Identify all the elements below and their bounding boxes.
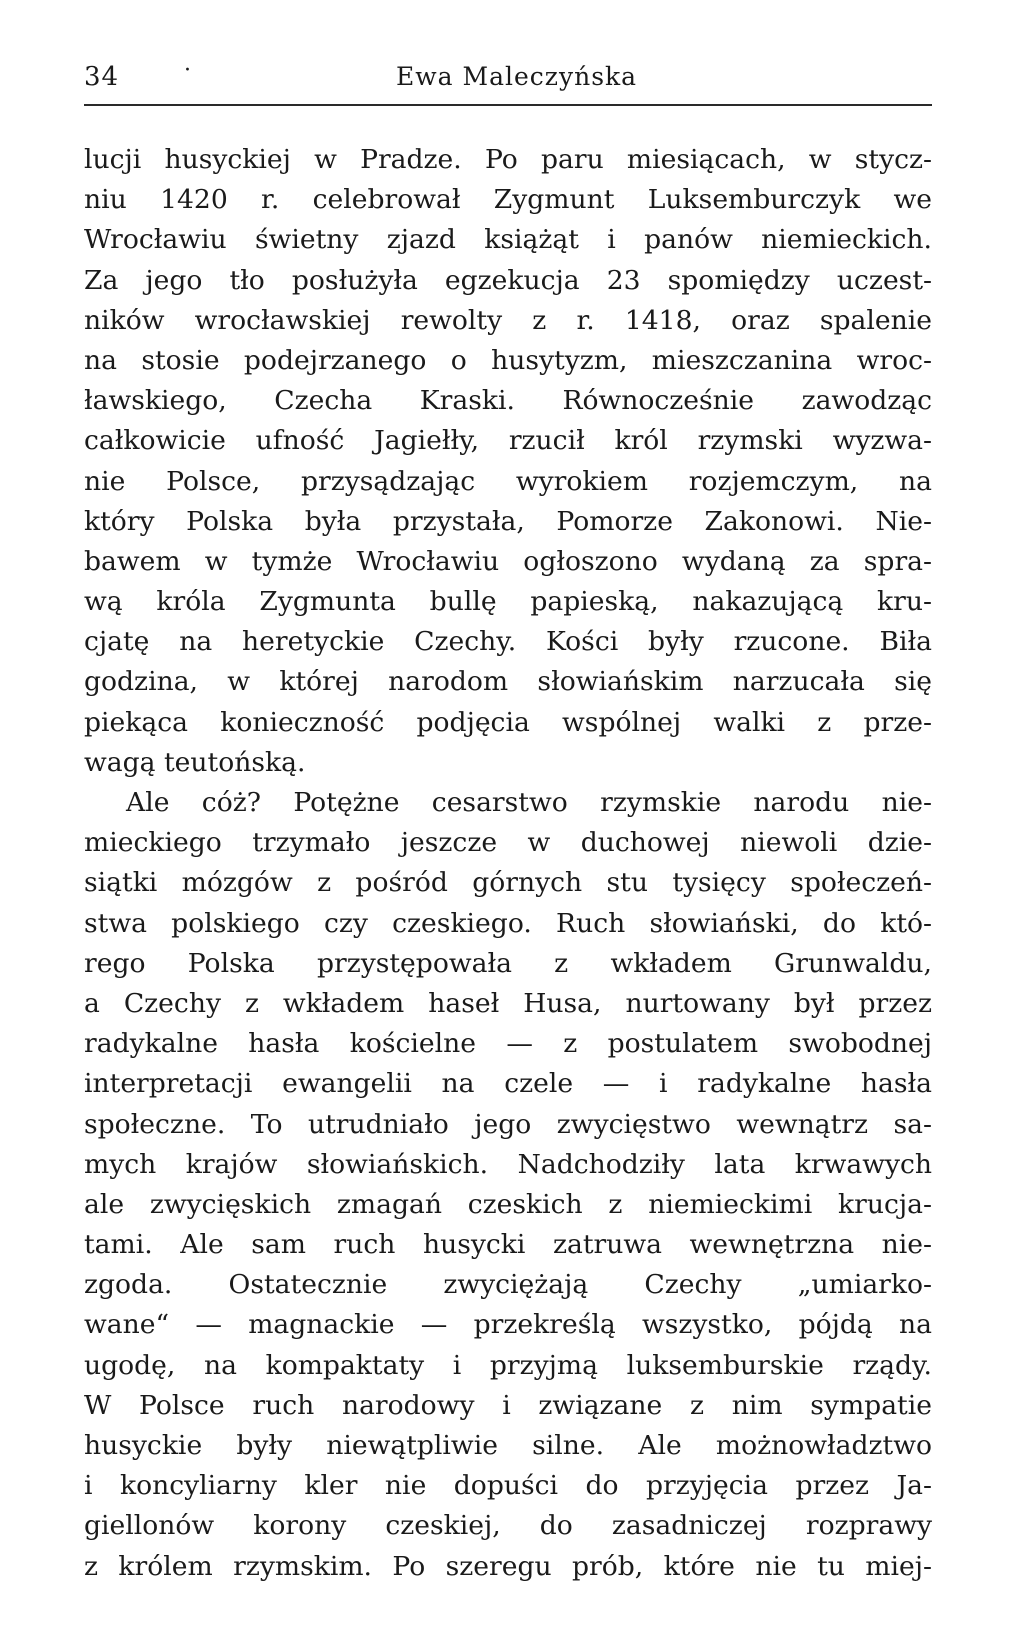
text-line: społeczne. To utrudniało jego zwycięstwo wewnątrz sa- — [84, 1108, 932, 1140]
text-line: Za jego tło posłużyła egzekucja 23 spomiędzy uczest- — [84, 264, 932, 296]
text-line: nie Polsce, przysądzając wyrokiem rozjemczym, na — [84, 465, 932, 497]
text-line: niu 1420 r. celebrował Zygmunt Luksemburczyk we — [84, 184, 932, 216]
text-line: giellonów korony czeskiej, do zasadniczej rozprawy — [84, 1510, 932, 1542]
text-line: rego Polska przystępowała z wkładem Grunwaldu, — [84, 947, 932, 979]
text-line: ławskiego, Czecha Kraski. Równocześnie zawodząc — [84, 385, 932, 417]
text-line: na stosie podejrzanego o husytyzm, mieszczanina wroc- — [84, 344, 932, 376]
paragraph-start-line: Ale cóż? Potężne cesarstwo rzymskie narodu nie- — [126, 787, 932, 818]
text-line: interpretacji ewangelii na czele — i radykalne hasła — [84, 1068, 932, 1100]
text-line: wane“ — magnackie — przekreślą wszystko, pójdą na — [84, 1309, 932, 1341]
text-line: radykalne hasła kościelne — z postulatem swobodnej — [84, 1028, 932, 1060]
text-line: wą króla Zygmunta bullę papieską, nakazującą kru- — [84, 586, 932, 618]
text-line: i koncyliarny kler nie dopuści do przyjęcia przez Ja- — [84, 1470, 932, 1502]
text-line: piekąca konieczność podjęcia wspólnej walki z prze- — [84, 706, 932, 738]
text-line: husyckie były niewątpliwie silne. Ale możnowładztwo — [84, 1430, 932, 1461]
running-head — [84, 58, 932, 98]
page-number: 34 — [84, 62, 120, 92]
text-line: ale zwycięskich zmagań czeskich z niemieckimi krucja- — [84, 1188, 932, 1220]
text-line: zgoda. Ostatecznie zwyciężają Czechy „umiarko- — [84, 1269, 932, 1301]
paragraph-end-line: wagą teutońską. — [84, 746, 306, 778]
text-line: mych krajów słowiańskich. Nadchodziły lata krwawych — [84, 1148, 932, 1180]
text-line: cjatę na heretyckie Czechy. Kości były rzucone. Biła — [84, 626, 932, 658]
text-line: tami. Ale sam ruch husycki zatruwa wewnętrzna nie- — [84, 1229, 932, 1261]
text-line: bawem w tymże Wrocławiu ogłoszono wydaną za spra- — [84, 545, 932, 577]
header-rule — [84, 104, 932, 106]
text-line: lucji husyckiej w Pradze. Po paru miesiącach, w stycz- — [84, 144, 932, 175]
text-line: godzina, w której narodom słowiańskim narzucała się — [84, 666, 932, 698]
header-separator: · — [184, 58, 191, 83]
body-text — [84, 140, 932, 1587]
text-line: stwa polskiego czy czeskiego. Ruch słowiański, do któ- — [84, 907, 932, 939]
text-line: W Polsce ruch narodowy i związane z nim sympatie — [84, 1389, 932, 1421]
text-line: Wrocławiu świetny zjazd książąt i panów niemieckich. — [84, 224, 932, 256]
running-title: Ewa Maleczyńska — [396, 62, 638, 91]
text-line: a Czechy z wkładem haseł Husa, nurtowany był przez — [84, 987, 932, 1019]
text-line: mieckiego trzymało jeszcze w duchowej niewoli dzie- — [84, 827, 932, 859]
text-line: całkowicie ufność Jagiełły, rzucił król rzymski wyzwa- — [84, 425, 932, 457]
text-line: ników wrocławskiej rewolty z r. 1418, oraz spalenie — [84, 304, 932, 336]
text-line: siątki mózgów z pośród górnych stu tysięcy społeczeń- — [84, 867, 932, 899]
text-line: ugodę, na kompaktaty i przyjmą luksemburskie rządy. — [84, 1349, 932, 1381]
text-line: który Polska była przystała, Pomorze Zakonowi. Nie- — [84, 505, 932, 537]
text-line: z królem rzymskim. Po szeregu prób, które nie tu miej- — [84, 1550, 932, 1582]
